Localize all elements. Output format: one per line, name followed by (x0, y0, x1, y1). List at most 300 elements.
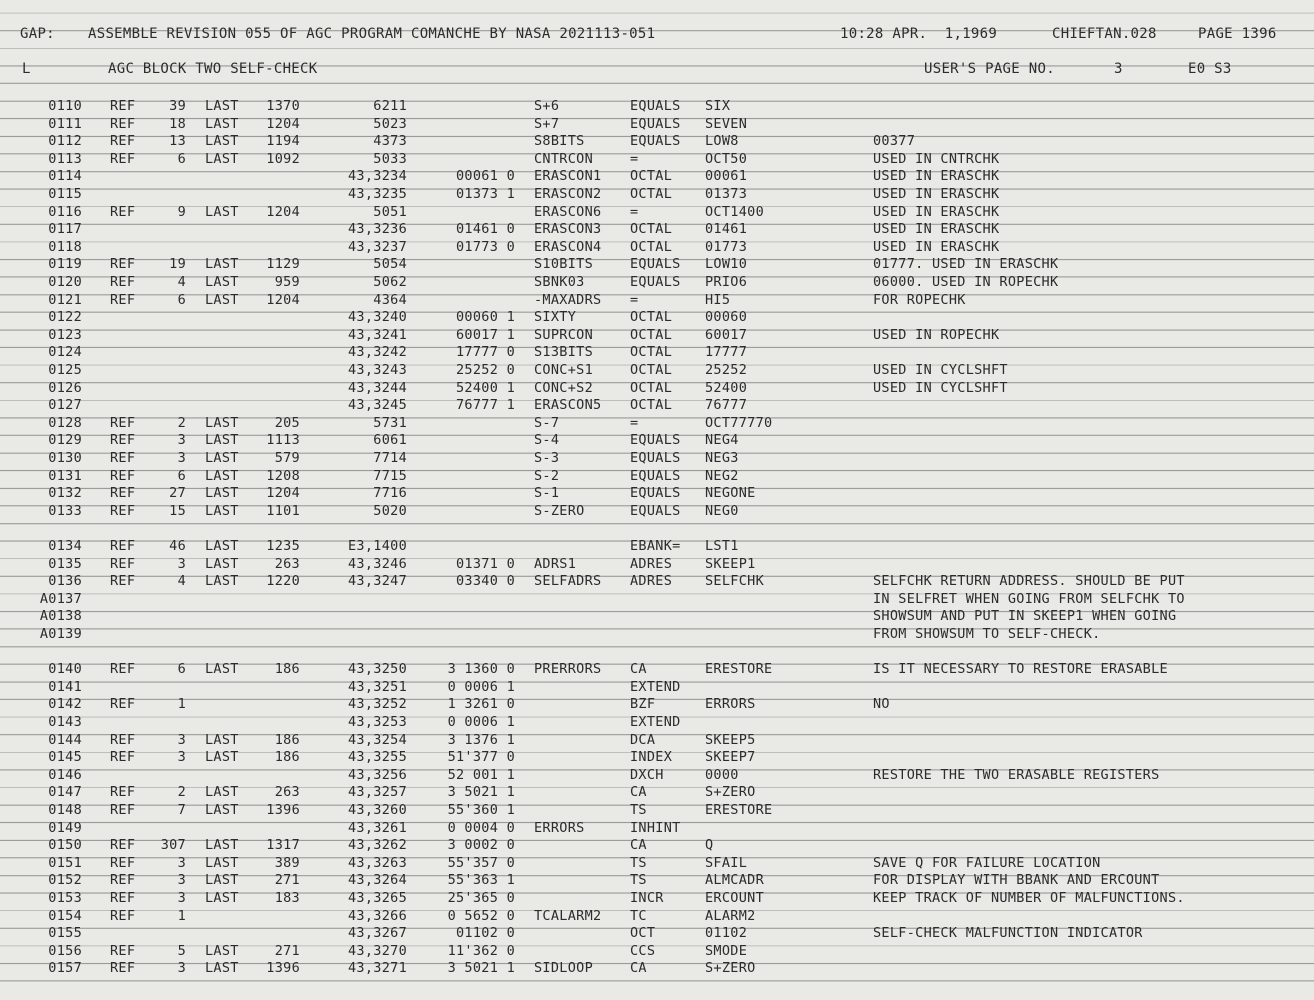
cell-line: 0133 (48, 502, 82, 519)
cell-addr: 7714 (373, 450, 407, 466)
cell-addr: 43,3263 (348, 854, 407, 871)
cell-addr: 43,3257 (348, 784, 407, 801)
cell-rn: 3 (177, 854, 186, 871)
cell-code: 3 0002 0 (447, 837, 515, 854)
cell-last: LAST (205, 485, 239, 502)
cell-addr: 43,3246 (348, 555, 407, 572)
cell-op: OCTAL (630, 238, 673, 255)
cell-rn: 4 (177, 274, 186, 290)
cell-last: LAST (205, 872, 239, 889)
cell-line: 0117 (48, 221, 82, 238)
listing-row (0, 908, 1314, 926)
cell-comment: 00377 (873, 133, 916, 150)
cell-op: TS (630, 802, 647, 818)
gap-label: GAP: (20, 26, 55, 42)
cell-addr: 43,3234 (348, 168, 407, 185)
cell-line: 0112 (48, 133, 82, 150)
cell-line: 0142 (48, 696, 82, 713)
cell-label: SELFADRS (534, 573, 602, 590)
listing-row (0, 256, 1314, 274)
cell-addr: 5731 (373, 414, 407, 431)
cell-operand: 0000 (705, 766, 739, 783)
cell-last: LAST (205, 555, 239, 572)
listing-row (0, 661, 1314, 679)
cell-line: 0115 (48, 186, 82, 202)
cell-last: LAST (205, 274, 239, 290)
cell-addr: 6211 (373, 98, 407, 114)
cell-code: 01371 0 (456, 555, 515, 572)
cell-line: 0123 (48, 326, 82, 343)
listing-row (0, 820, 1314, 838)
cell-addr: 43,3270 (348, 942, 407, 959)
cell-last: LAST (205, 414, 239, 431)
listing-row (0, 221, 1314, 239)
cell-last: LAST (205, 890, 239, 906)
cell-ref: REF (110, 573, 136, 590)
cell-rn: 18 (169, 115, 186, 132)
cell-line: 0116 (48, 203, 82, 220)
cell-op: EBANK= (630, 538, 681, 554)
cell-addr: 7715 (373, 467, 407, 484)
cell-rn: 27 (169, 485, 186, 502)
cell-ln: 1396 (266, 802, 300, 818)
cell-last: LAST (205, 133, 239, 150)
cell-comment: SAVE Q FOR FAILURE LOCATION (873, 854, 1101, 871)
cell-rn: 1 (177, 696, 186, 713)
cell-ln: 959 (274, 274, 300, 290)
cell-ln: 186 (274, 661, 300, 678)
cell-line: A0139 (39, 626, 82, 642)
cell-ref: REF (110, 98, 136, 114)
cell-ln: 1235 (266, 538, 300, 554)
cell-label: ERASCON2 (534, 186, 602, 202)
cell-ref: REF (110, 837, 136, 854)
cell-operand: SELFCHK (705, 573, 764, 590)
cell-code: 01461 0 (456, 221, 515, 238)
cell-op: OCTAL (630, 362, 673, 378)
cell-line: 0121 (48, 291, 82, 308)
cell-code: 25252 0 (456, 362, 515, 378)
cell-ln: 263 (274, 555, 300, 572)
cell-ref: REF (110, 203, 136, 220)
cell-addr: 43,3236 (348, 221, 407, 238)
cell-comment: IS IT NECESSARY TO RESTORE ERASABLE (873, 661, 1168, 678)
cell-op: EQUALS (630, 115, 681, 132)
cell-operand: LOW10 (705, 256, 748, 273)
cell-label: -MAXADRS (534, 291, 602, 308)
cell-label: ERASCON5 (534, 397, 602, 414)
cell-ref: REF (110, 890, 136, 906)
cell-addr: 43,3237 (348, 238, 407, 255)
cell-last: LAST (205, 802, 239, 818)
cell-label: CONC+S2 (534, 379, 593, 396)
cell-label: S-4 (534, 432, 560, 449)
cell-line: 0155 (48, 925, 82, 942)
cell-line: A0137 (39, 590, 82, 607)
listing-row (0, 239, 1314, 257)
cell-op: CA (630, 837, 647, 854)
cell-ln: 1101 (266, 502, 300, 519)
cell-op: EQUALS (630, 485, 681, 502)
cell-operand: NEG3 (705, 450, 739, 466)
cell-ref: REF (110, 502, 136, 519)
cell-operand: ALARM2 (705, 907, 756, 924)
cell-addr: 43,3256 (348, 766, 407, 783)
cell-code: 1 3261 0 (447, 696, 515, 713)
cell-rn: 3 (177, 432, 186, 449)
cell-last: LAST (205, 942, 239, 959)
cell-last: LAST (205, 115, 239, 132)
cell-last: LAST (205, 432, 239, 449)
cell-op: EXTEND (630, 714, 681, 730)
listing-row (0, 204, 1314, 222)
listing-row (0, 450, 1314, 468)
cell-rn: 2 (177, 784, 186, 801)
cell-line: 0128 (48, 414, 82, 431)
user-page-label: USER'S PAGE NO. (924, 61, 1055, 77)
cell-addr: 5051 (373, 203, 407, 220)
cell-operand: Q (705, 837, 714, 854)
cell-op: OCTAL (630, 168, 673, 185)
cell-code: 0 0006 1 (447, 714, 515, 730)
cell-line: 0143 (48, 714, 82, 730)
cell-operand: LST1 (705, 538, 739, 554)
cell-addr: 43,3240 (348, 309, 407, 326)
cell-label: CONC+S1 (534, 362, 593, 378)
cell-line: 0150 (48, 837, 82, 854)
cell-rn: 307 (160, 837, 186, 854)
cell-op: EQUALS (630, 98, 681, 114)
cell-ln: 271 (274, 942, 300, 959)
cell-code: 3 1376 1 (447, 731, 515, 748)
cell-ref: REF (110, 784, 136, 801)
cell-ln: 186 (274, 749, 300, 766)
cell-addr: 43,3250 (348, 661, 407, 678)
listing-row (0, 274, 1314, 292)
page-number: PAGE 1396 (1198, 26, 1277, 42)
cell-op: TS (630, 854, 647, 871)
cell-operand: ERCOUNT (705, 890, 764, 906)
listing-row (0, 837, 1314, 855)
cell-operand: 52400 (705, 379, 748, 396)
tape-name: CHIEFTAN.028 (1052, 26, 1157, 42)
listing-row (0, 802, 1314, 820)
cell-rn: 3 (177, 450, 186, 466)
listing-row (0, 538, 1314, 556)
listing-row (0, 556, 1314, 574)
cell-addr: 5054 (373, 256, 407, 273)
cell-op: CA (630, 960, 647, 977)
cell-code: 3 5021 1 (447, 784, 515, 801)
cell-code: 55'363 1 (447, 872, 515, 889)
cell-line: 0152 (48, 872, 82, 889)
cell-operand: NEG2 (705, 467, 739, 484)
cell-label: ERASCON3 (534, 221, 602, 238)
cell-op: INCR (630, 890, 664, 906)
cell-code: 55'360 1 (447, 802, 515, 818)
cell-op: ADRES (630, 573, 673, 590)
cell-code: 3 5021 1 (447, 960, 515, 977)
section-title: AGC BLOCK TWO SELF-CHECK (108, 61, 318, 77)
listing-row (0, 415, 1314, 433)
cell-comment: SHOWSUM AND PUT IN SKEEP1 WHEN GOING (873, 608, 1177, 625)
cell-operand: NEGONE (705, 485, 756, 502)
cell-operand: ERRORS (705, 696, 756, 713)
cell-code: 52400 1 (456, 379, 515, 396)
cell-op: EQUALS (630, 274, 681, 290)
cell-addr: 43,3251 (348, 678, 407, 695)
listing-row (0, 943, 1314, 961)
subheader-line (0, 61, 1314, 79)
cell-ln: 579 (274, 450, 300, 466)
cell-op: BZF (630, 696, 656, 713)
cell-line: 0135 (48, 555, 82, 572)
cell-code: 52 001 1 (447, 766, 515, 783)
cell-last: LAST (205, 731, 239, 748)
cell-ln: 1113 (266, 432, 300, 449)
cell-op: OCTAL (630, 221, 673, 238)
listing-row (0, 608, 1314, 626)
cell-line: 0134 (48, 538, 82, 554)
cell-addr: 43,3262 (348, 837, 407, 854)
listing-row (0, 327, 1314, 345)
cell-ref: REF (110, 555, 136, 572)
cell-line: 0141 (48, 678, 82, 695)
cell-operand: NEG0 (705, 502, 739, 519)
cell-label: S10BITS (534, 256, 593, 273)
cell-label: PRERRORS (534, 661, 602, 678)
listing-row (0, 626, 1314, 644)
cell-ref: REF (110, 854, 136, 871)
cell-rn: 15 (169, 502, 186, 519)
cell-ref: REF (110, 731, 136, 748)
cell-code: 0 5652 0 (447, 907, 515, 924)
cell-ln: 1370 (266, 98, 300, 114)
cell-operand: 25252 (705, 362, 748, 378)
cell-rn: 2 (177, 414, 186, 431)
cell-last: LAST (205, 784, 239, 801)
cell-comment: IN SELFRET WHEN GOING FROM SELFCHK TO (873, 590, 1185, 607)
cell-operand: SMODE (705, 942, 748, 959)
listing-row (0, 151, 1314, 169)
cell-op: TS (630, 872, 647, 889)
cell-line: 0122 (48, 309, 82, 326)
cell-last: LAST (205, 502, 239, 519)
cell-op: TC (630, 907, 647, 924)
listing-row (0, 186, 1314, 204)
cell-ref: REF (110, 749, 136, 766)
cell-addr: 43,3254 (348, 731, 407, 748)
cell-code: 17777 0 (456, 344, 515, 361)
cell-operand: ALMCADR (705, 872, 764, 889)
listing-row (0, 344, 1314, 362)
cell-comment: KEEP TRACK OF NUMBER OF MALFUNCTIONS. (873, 890, 1185, 906)
cell-line: 0154 (48, 907, 82, 924)
cell-addr: 5033 (373, 150, 407, 167)
listing-row (0, 468, 1314, 486)
listing-row (0, 380, 1314, 398)
cell-op: EQUALS (630, 256, 681, 273)
cell-line: 0110 (48, 98, 82, 114)
cell-last: LAST (205, 467, 239, 484)
cell-ref: REF (110, 485, 136, 502)
cell-addr: 5020 (373, 502, 407, 519)
cell-label: S8BITS (534, 133, 585, 150)
cell-ref: REF (110, 291, 136, 308)
cell-label: ERRORS (534, 819, 585, 836)
cell-comment: RESTORE THE TWO ERASABLE REGISTERS (873, 766, 1160, 783)
cell-ref: REF (110, 432, 136, 449)
cell-label: S-2 (534, 467, 560, 484)
cell-code: 01373 1 (456, 186, 515, 202)
assembly-title: ASSEMBLE REVISION 055 OF AGC PROGRAM COMANCHE BY NASA 2021113-051 (88, 26, 656, 42)
listing-row (0, 872, 1314, 890)
cell-ln: 271 (274, 872, 300, 889)
cell-ref: REF (110, 274, 136, 290)
cell-op: OCTAL (630, 379, 673, 396)
cell-op: INHINT (630, 819, 681, 836)
cell-line: 0124 (48, 344, 82, 361)
cell-ln: 1092 (266, 150, 300, 167)
cell-op: CCS (630, 942, 656, 959)
cell-op: EQUALS (630, 467, 681, 484)
cell-code: 60017 1 (456, 326, 515, 343)
cell-op: OCTAL (630, 397, 673, 414)
cell-ln: 205 (274, 414, 300, 431)
cell-comment: USED IN ERASCHK (873, 238, 1000, 255)
cell-label: S-ZERO (534, 502, 585, 519)
cell-rn: 3 (177, 731, 186, 748)
cell-ref: REF (110, 115, 136, 132)
cell-op: OCT (630, 925, 656, 942)
cell-op: CA (630, 661, 647, 678)
cell-rn: 39 (169, 98, 186, 114)
cell-line: 0140 (48, 661, 82, 678)
header-line (0, 26, 1314, 44)
cell-last: LAST (205, 661, 239, 678)
cell-addr: 4364 (373, 291, 407, 308)
cell-rn: 6 (177, 661, 186, 678)
cell-line: 0111 (48, 115, 82, 132)
listing-row (0, 767, 1314, 785)
cell-line: 0114 (48, 168, 82, 185)
cell-operand: LOW8 (705, 133, 739, 150)
cell-addr: 43,3264 (348, 872, 407, 889)
cell-op: DCA (630, 731, 656, 748)
cell-rn: 3 (177, 890, 186, 906)
cell-ref: REF (110, 960, 136, 977)
cell-line: 0127 (48, 397, 82, 414)
cell-line: 0119 (48, 256, 82, 273)
cell-line: 0148 (48, 802, 82, 818)
cell-ln: 1317 (266, 837, 300, 854)
cell-ln: 1396 (266, 960, 300, 977)
listing-row (0, 784, 1314, 802)
cell-addr: 43,3243 (348, 362, 407, 378)
cell-comment: USED IN ERASCHK (873, 168, 1000, 185)
cell-label: TCALARM2 (534, 907, 602, 924)
listing-row (0, 133, 1314, 151)
listing-row (0, 644, 1314, 662)
cell-line: 0136 (48, 573, 82, 590)
cell-ref: REF (110, 907, 136, 924)
cell-addr: 5023 (373, 115, 407, 132)
cell-comment: 01777. USED IN ERASCHK (873, 256, 1059, 273)
listing-row (0, 292, 1314, 310)
cell-code: 11'362 0 (447, 942, 515, 959)
cell-rn: 6 (177, 291, 186, 308)
cell-ref: REF (110, 538, 136, 554)
cell-last: LAST (205, 203, 239, 220)
cell-op: INDEX (630, 749, 673, 766)
cell-comment: SELFCHK RETURN ADDRESS. SHOULD BE PUT (873, 573, 1185, 590)
cell-line: 0149 (48, 819, 82, 836)
cell-comment: USED IN CNTRCHK (873, 150, 1000, 167)
cell-addr: 43,3247 (348, 573, 407, 590)
cell-ln: 183 (274, 890, 300, 906)
cell-operand: PRIO6 (705, 274, 748, 290)
cell-code: 76777 1 (456, 397, 515, 414)
cell-addr: 43,3235 (348, 186, 407, 202)
cell-op: EQUALS (630, 450, 681, 466)
cell-line: 0153 (48, 890, 82, 906)
cell-addr: 43,3260 (348, 802, 407, 818)
cell-ln: 186 (274, 731, 300, 748)
cell-ln: 1204 (266, 115, 300, 132)
cell-rn: 13 (169, 133, 186, 150)
cell-ln: 1204 (266, 485, 300, 502)
cell-op: EQUALS (630, 502, 681, 519)
cell-op: OCTAL (630, 186, 673, 202)
cell-rn: 9 (177, 203, 186, 220)
cell-operand: 01373 (705, 186, 748, 202)
cell-operand: OCT1400 (705, 203, 764, 220)
print-datetime: 10:28 APR. 1,1969 (840, 26, 998, 42)
cell-comment: USED IN CYCLSHFT (873, 379, 1008, 396)
cell-last: LAST (205, 854, 239, 871)
cell-ln: 263 (274, 784, 300, 801)
cell-line: 0156 (48, 942, 82, 959)
cell-addr: 43,3271 (348, 960, 407, 977)
cell-ln: 1208 (266, 467, 300, 484)
cell-ref: REF (110, 414, 136, 431)
listing-row (0, 732, 1314, 750)
cell-line: 0132 (48, 485, 82, 502)
cell-rn: 1 (177, 907, 186, 924)
cell-op: OCTAL (630, 344, 673, 361)
cell-line: 0146 (48, 766, 82, 783)
cell-last: LAST (205, 256, 239, 273)
cell-operand: ERESTORE (705, 661, 773, 678)
cell-ref: REF (110, 150, 136, 167)
listing-row (0, 679, 1314, 697)
cell-operand: 01461 (705, 221, 748, 238)
cell-code: 03340 0 (456, 573, 515, 590)
cell-op: OCTAL (630, 309, 673, 326)
cell-line: 0147 (48, 784, 82, 801)
cell-operand: SFAIL (705, 854, 748, 871)
listing-row (0, 397, 1314, 415)
listing-row (0, 591, 1314, 609)
cell-operand: S+ZERO (705, 784, 756, 801)
cell-ref: REF (110, 256, 136, 273)
cell-operand: SKEEP7 (705, 749, 756, 766)
cell-addr: 43,3245 (348, 397, 407, 414)
cell-label: ERASCON6 (534, 203, 602, 220)
cell-last: LAST (205, 749, 239, 766)
cell-operand: OCT77770 (705, 414, 773, 431)
cell-operand: 00061 (705, 168, 748, 185)
